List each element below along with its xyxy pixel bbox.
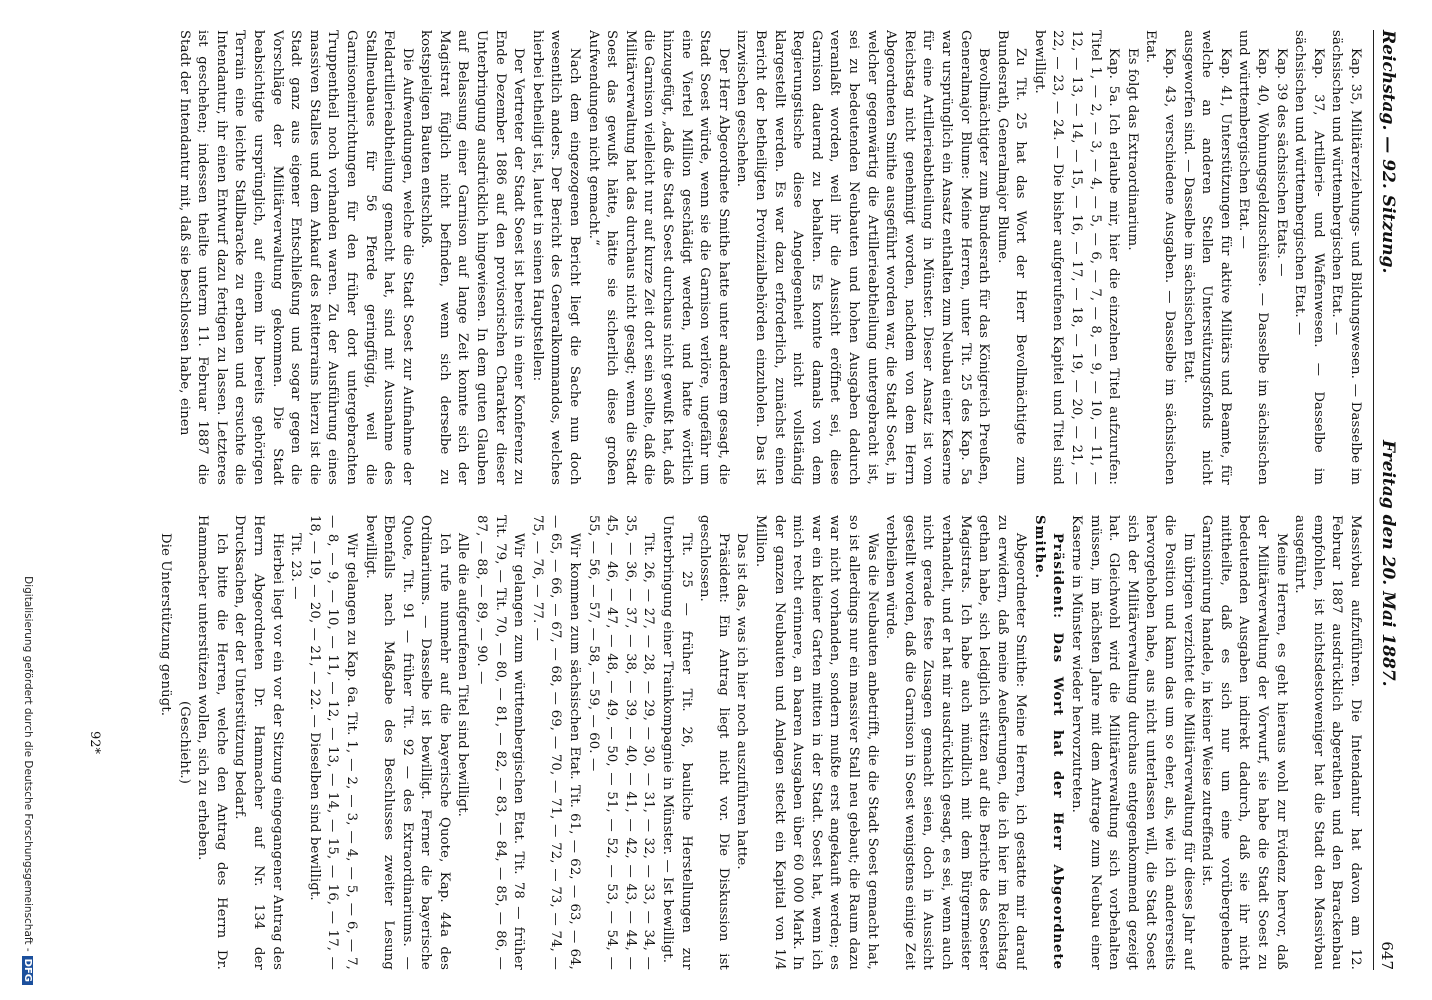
paragraph: Abgeordneter Smithe: Meine Herren, ich gestatte mir darauf zu erwidern, daß meine Aeußerungen, die ich hier im Reichstag gethan habe, sich lediglich stützen auf die Berichte des Soester Magistrats. Ich habe auch mündlich mit dem Bürgermeister verhandelt, und er hat mir ausdrücklich gesagt, es sei, wenn auch nicht gerade feste Zusagen gemacht seien, doch in Aussicht gestellt worden, daß die Garnison in Soest wenigstens einige Zeit verbleiben würde. — [883, 515, 1029, 970]
credit-text: Digitalisierung gefördert durch die Deutsche Forschungsgemeinschaft - — [22, 576, 34, 952]
paragraph: Kap. 5a. Ich erlaube mir, hier die einzelnen Titel aufzurufen: Titel 1, — 2, — 3, — 4, — 5, — 6, — 7, — 8, — 9, — 10, — 11, — 12, — 13, — 14, — 15, — 16, — 17, — 18, — 19, — 20, — 21, — 22, — 23, — 24. — Die bisher aufgerufenen Kapitel und Titel sind bewilligt. — [1031, 30, 1122, 485]
paragraph: Tit. 25 — früher Tit. 26, bauliche Herstellungen zur Unterbringung einer Trainkompagnie in Münster. — Ist bewilligt. — [660, 515, 694, 970]
paragraph: Die Unterstützung genügt. — [158, 533, 173, 717]
speaker-line: Präsident: Das Wort hat der Herr Abgeordnete Smithe. — [1031, 515, 1066, 970]
paragraph: Präsident: Ein Antrag liegt nicht vor. Die Diskussion ist geschlossen. — [697, 515, 731, 970]
header-session: Reichstag. — 92. Sitzung. — [1378, 30, 1398, 274]
paragraph: Die Aufwendungen, welche die Stadt Soest zur Aufnahme der Feldartillerieabtheilung gemacht hat, sind mit Ausnahme des Stallneubaues für 56 Pferde geringfügig, weil die Garnisoneinrichtungen für den früher dort untergebrachten Truppentheil noch vorhanden waren. Zu der Ausführung eines massiven Stalles und dem Ankauf des Reitterrains hierzu ist die Stadt ganz aus eigener Entschließung und sogar gegen die Vorschläge der Militärverwaltung gekommen. Die Stadt beabsichtigte ursprünglich, auf einem ihr bereits gehörigen Terrain eine leichte Stallbaracke zu erbauen und ersuchte die Intendantur, ihr einen Entwurf dazu fertigen zu lassen. Letzteres ist geschehen; indessen theilte unterm 11. Februar 1887 die Stadt der Intendantur mit, daß sie beschlossen habe, einen — [176, 30, 415, 485]
paragraph: Kap. 41, Unterstützungen für aktive Militärs und Beamte, für welche an anderen Stellen Unterstützungsfonds nicht ausgeworfen sind. — Dasselbe im sächsischen Etat. — [1180, 30, 1233, 485]
header-date: Freitag den 20. Mai 1887. — [1378, 440, 1398, 687]
paragraph: Zu Tit. 25 hat das Wort der Herr Bevollmächtigte zum Bundesrath, Generalmajor Blume. — [994, 30, 1029, 485]
paragraph: Was die Neubauten anbetrifft, die die Stadt Soest gemacht hat, so ist allerdings nur ein massiver Stall neu gebaut; die Raum dazu war nicht vorhanden, sondern mußte erst angekauft werden; es war ein kleiner Garten mitten in der Stadt. Soest hat, wenn ich mich recht erinnere, an baaren Ausgaben über 60 000 Mark. In der ganzen Neubauten und Anlagen steckt ein Kapital von 1/4 Million. — [753, 515, 880, 970]
paragraph: Kap. 37, Artillerie- und Waffenwesen. — Dasselbe im sächsischen und württembergischen Etat. — — [1292, 30, 1326, 485]
paragraph: Hierbei liegt vor ein vor der Sitzung eingegangener Antrag des Herrn Abgeordneten Dr. Hammacher auf Nr. 134 der Drucksachen, der der Unterstützung bedarf. — [232, 515, 285, 970]
paragraph: Im übrigen verzichtet die Militärverwaltung für dieses Jahr auf die Position und kann das um so eher, als, wie ich andererseits hervorgehoben habe, aus nicht unterlassen will, die Stadt Soest sich der Militärverwaltung durchaus entgegenkommend gezeigt hat. Gleichwohl wird die Militärverwaltung sich vorbehalten müssen, im nächsten Jahre mit dem Antrage zum Neubau einer Kaserne in Münster wieder hervorzutreten. — [1069, 515, 1196, 970]
paragraph: (Geschieht.) — [176, 700, 192, 785]
paragraph: Kap. 40, Wohnungsgeldzuschüsse. — Dasselbe im sächsischen und württembergischen Etat. — — [1236, 30, 1271, 485]
paragraph: Wir gelangen zu Kap. 6a. Tit. 1, — 2, — 3, — 4, — 5, — 6, — 7, — 8, — 9, — 10, — 11, — 12, — 13, — 14, — 15, — 16, — 17, — 18, — 19, — 20, — 21, — 22. — Dieselben sind bewilligt. — [306, 515, 359, 970]
paragraph: Ich bitte die Herren, welche den Antrag des Herrn Dr. Hammacher unterstützen wollen, sich zu erheben. — [195, 515, 229, 970]
paragraph: Bevollmächtigter zum Bundesrath für das Königreich Preußen, Generalmajor Blume: Meine Herren, unter Tit. 25 des Kap. 5a war ursprünglich ein Ansatz enthalten zum Neubau einer Kaserne für eine Artillerieabtheilung in Münster. Dieser Ansatz ist vom Reichstag nicht genehmigt worden, nachdem von dem Herrn Abgeordneten Smithe ausgeführt worden war, die Stadt Soest, in welcher gegenwärtig die Artillerieabtheilung untergebracht ist, sei zu bedeutenden Neubauten und hohen Ausgaben dadurch veranlaßt worden, weil ihr die Aussicht eröffnet sei, diese Garnison dauernd zu behalten. Es konnte damals von dem Regierungstische diese Angelegenheit nicht vollständig klargestellt werden. Es war dazu erforderlich, zunächst einen Bericht der betheiligten Provinzialbehörden einzuholen. Das ist inzwischen geschehen. — [734, 30, 992, 485]
paragraph: Nach dem eingezogenen Bericht liegt die Sache nun doch wesentlich anders. Der Bericht des Generalkommandos, welches hierbei betheiligt ist, lautet in seinen Hauptstellen: — [529, 30, 583, 485]
paragraph: Es folgt das Extraordinarium. — [1124, 48, 1140, 251]
paragraph: Der Vertreter der Stadt Soest ist bereits in einer Konferenz zu Ende Dezember 1886 auf den provisorischen Charakter dieser Unterbringung ausdrücklich hingewiesen. In dem guten Glauben auf Belassung einer Garnison auf lange Zeit konnte sich der Magistrat füglich nicht befinden, wenn sich derselbe zu kostspieligen Bauten entschloß. — [418, 30, 527, 485]
paragraph: Kap. 35, Militärerziehungs- und Bildungswesen. — Dasselbe im sächsischen und württembergischen Etat. — — [1329, 30, 1363, 485]
header-page-number: 647 — [1378, 941, 1396, 970]
page-header — [1373, 30, 1404, 970]
paragraph: Kap. 39 des sächsischen Etats. — — [1273, 48, 1289, 277]
paragraph: Massivbau aufzuführen. Die Intendantur hat davon am 12. Februar 1887 ausdrücklich abgerathen und den Barackenbau empfohlen, ist nichtsdestoweniger hat die Stadt den Massivbau ausgeführt. — [1292, 515, 1363, 970]
left-column — [144, 30, 1364, 485]
paragraph: Kap. 43, verschiedene Ausgaben. — Dasselbe im sächsischen Etat. — [1143, 30, 1178, 485]
paragraph: Wir gelangen zum württembergischen Etat. Tit. 78 — früher Tit. 79, — Tit. 70, — 80, — 81, — 82, — 83, — 84, — 85, — 86, — 87, — 88, — 89, — 90. — — [474, 515, 527, 970]
paragraph: Meine Herren, es geht hieraus wohl zur Evidenz hervor, daß der Militärverwaltung der Vorwurf, sie habe die Stadt Soest zu bedeutenden Ausgaben indirekt dadurch, daß sie ihr nicht mittheilte, daß es sich nur um eine vorübergehende Garnisonirung handele, in keiner Weise zutreffend ist. — [1199, 515, 1289, 970]
signature-mark: 92* — [87, 730, 102, 755]
paragraph: Ich rufe nunmehr auf die bayerische Quote, Kap. 44a des Ordinariums. — Dasselbe ist bewilligt. Ferner die bayerische Quote, Tit. 91 — früher Tit. 92 — des Extraordinariums. — Ebenfalls nach Maßgabe des Beschlusses zweiter Lesung bewilligt. — [362, 515, 452, 970]
paragraph: Alle die aufgerufenen Titel sind bewilligt. — [455, 533, 471, 817]
paragraph: Tit. 23. — — [288, 533, 304, 600]
paragraph: Wir kommen zum sächsischen Etat. Tit. 61, — 62, — 63, — 64, — 65, — 66, — 67, — 68, — 69, — 70, — 71, — 72, — 73, — 74, — 75, — 76, — 77. — — [529, 515, 583, 970]
digitization-credit — [22, 30, 34, 985]
dfg-logo: DFG — [22, 956, 33, 985]
right-column — [144, 515, 1364, 970]
paragraph: Der Herr Abgeordnete Smithe hatte unter anderem gesagt, die Stadt Soest würde, wenn sie die Garnison verlöre, ungefähr um eine Viertel Million geschädigt werden, und hatte wörtlich hinzugefügt, „daß die Stadt Soest durchaus nicht gewußt hat, daß die Garnison vielleicht nur auf kurze Zeit dort sein sollte, daß die Militärverwaltung hat das durchaus nicht gesagt; wenn die Stadt Soest das gewußt hätte, hätte sie sicherlich diese großen Aufwendungen nicht gemacht.“ — [585, 30, 731, 485]
paragraph: Das ist das, was ich hier noch auszuführen hatte. — [734, 533, 750, 870]
paragraph: Tit. 26, — 27, — 28, — 29, — 30, — 31, — 32, — 33, — 34, — 35, — 36, — 37, — 38, — 39, — 40, — 41, — 42, — 43, — 44, — 45, — 46, — 47, — 48, — 49, — 50, — 51, — 52, — 53, — 54, — 55, — 56, — 57, — 58, — 59, — 60. — — [585, 515, 657, 970]
